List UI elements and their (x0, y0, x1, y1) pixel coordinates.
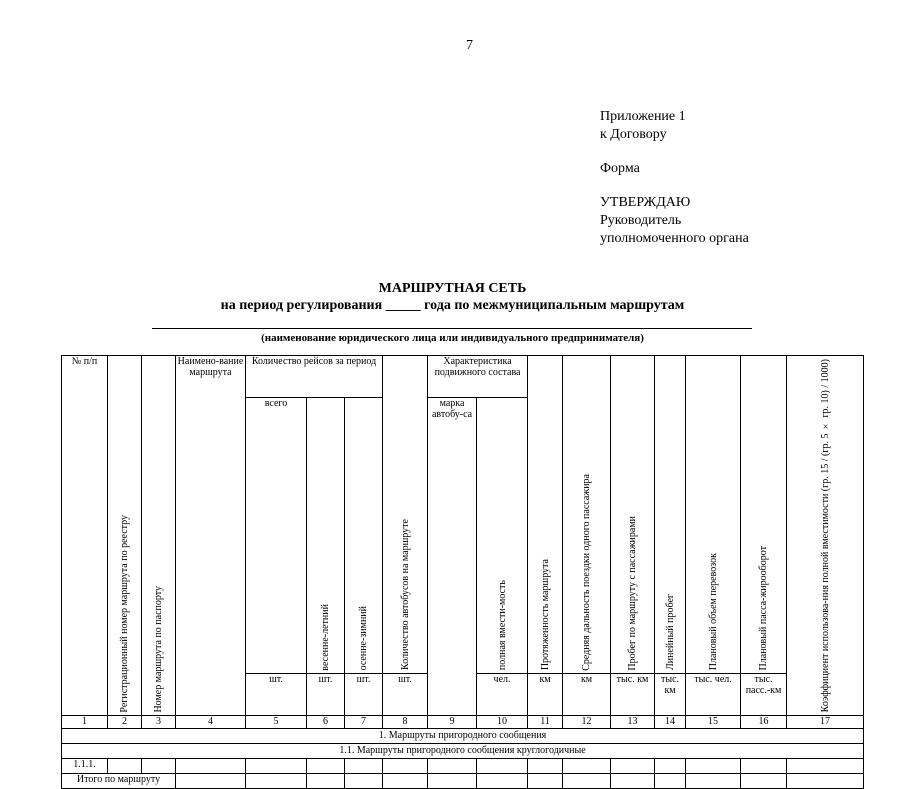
col-number: 2 (108, 716, 142, 729)
empty-cell (563, 774, 611, 789)
organ-label: уполномоченного органа (600, 231, 749, 246)
empty-cell (611, 774, 655, 789)
unit-13: тыс. км (611, 674, 655, 716)
empty-cell (477, 774, 528, 789)
header-total: всего (246, 398, 307, 674)
col-number: 5 (246, 716, 307, 729)
col-number: 16 (741, 716, 787, 729)
document-title: МАРШРУТНАЯ СЕТЬ (378, 281, 527, 296)
header-length: Протяженность маршрута (528, 356, 563, 674)
col-number: 13 (611, 716, 655, 729)
header-linear-run: Линейный пробег (655, 356, 686, 674)
contract-line: к Договору (600, 127, 667, 142)
col-number: 17 (787, 716, 864, 729)
empty-cell (383, 759, 428, 774)
empty-cell (563, 759, 611, 774)
empty-cell (246, 774, 307, 789)
total-label: Итого по маршруту (62, 774, 176, 789)
empty-cell (345, 774, 383, 789)
unit-16: тыс. пасс.-км (741, 674, 787, 716)
empty-cell (686, 774, 741, 789)
col-number: 14 (655, 716, 686, 729)
page-number: 7 (466, 38, 473, 53)
empty-cell (246, 759, 307, 774)
empty-cell (787, 759, 864, 774)
col-number: 7 (345, 716, 383, 729)
header-rolling-stock: Характеристика подвижного состава (428, 356, 528, 398)
header-trips: Количество рейсов за период (246, 356, 383, 398)
unit-15: тыс. чел. (686, 674, 741, 716)
col-number: 12 (563, 716, 611, 729)
header-reg-number: Регистрационный номер маршрута по реестру (108, 356, 142, 716)
empty-cell (655, 759, 686, 774)
header-route-number: Номер маршрута по паспорту (142, 356, 176, 716)
empty-cell (655, 774, 686, 789)
row-id-cell: 1.1.1. (62, 759, 108, 774)
header-coefficient: Коэффициент использова-ния полной вместимости (гр. 15 / (гр. 5 × гр. 10) / 1000) (787, 356, 864, 716)
empty-cell (428, 774, 477, 789)
org-name-line (152, 328, 752, 329)
section-suburban-yearround: 1.1. Маршруты пригородного сообщения круглогодичные (62, 744, 864, 759)
unit-11: км (528, 674, 563, 716)
header-autumn-winter: осенне-зимний (345, 398, 383, 674)
empty-cell (787, 774, 864, 789)
head-label: Руководитель (600, 213, 682, 228)
approval-block (600, 108, 749, 248)
empty-cell (176, 774, 246, 789)
unit-8: шт. (383, 674, 428, 716)
header-avg-distance: Средняя дальность поездки одного пассажира (563, 356, 611, 674)
empty-cell (477, 759, 528, 774)
section-suburban: 1. Маршруты пригородного сообщения (62, 729, 864, 744)
unit-14: тыс. км (655, 674, 686, 716)
empty-cell (383, 774, 428, 789)
col-number: 15 (686, 716, 741, 729)
empty-cell (307, 774, 345, 789)
col-number: 8 (383, 716, 428, 729)
org-name-caption: (наименование юридического лица или индивидуального предпринимателя) (261, 332, 644, 344)
col-number: 10 (477, 716, 528, 729)
unit-7: шт. (345, 674, 383, 716)
empty-cell (176, 759, 246, 774)
col-number: 1 (62, 716, 108, 729)
header-run-with-pax: Пробег по маршруту с пассажирами (611, 356, 655, 674)
header-np: № п/п (62, 356, 108, 716)
header-turnover: Плановый пасса-жирооборот (741, 356, 787, 674)
header-volume: Плановый объем перевозок (686, 356, 741, 674)
unit-6: шт. (307, 674, 345, 716)
appendix-line: Приложение 1 (600, 109, 686, 124)
empty-cell (345, 759, 383, 774)
empty-cell (108, 759, 142, 774)
column-number-row (62, 716, 864, 729)
header-bus-brand: марка автобу-са (428, 398, 477, 716)
header-buses: Количество автобусов на маршруте (383, 356, 428, 674)
empty-cell (686, 759, 741, 774)
empty-cell (428, 759, 477, 774)
approve-label: УТВЕРЖДАЮ (600, 195, 691, 210)
col-number: 9 (428, 716, 477, 729)
header-route-name: Наимено-вание маршрута (176, 356, 246, 716)
empty-cell (741, 759, 787, 774)
document-subtitle: на период регулирования _____ года по межмуниципальным маршрутам (220, 298, 685, 313)
route-network-table (61, 355, 864, 789)
header-spring-summer: весенне-летний (307, 398, 345, 674)
unit-12: км (563, 674, 611, 716)
col-number: 11 (528, 716, 563, 729)
col-number: 4 (176, 716, 246, 729)
unit-5: шт. (246, 674, 307, 716)
empty-cell (528, 774, 563, 789)
col-number: 3 (142, 716, 176, 729)
empty-cell (142, 759, 176, 774)
header-capacity: полная вмести-мость (477, 398, 528, 674)
col-number: 6 (307, 716, 345, 729)
form-label: Форма (600, 161, 640, 176)
empty-cell (528, 759, 563, 774)
empty-cell (611, 759, 655, 774)
table-row (62, 759, 864, 774)
unit-10: чел. (477, 674, 528, 716)
empty-cell (741, 774, 787, 789)
empty-cell (307, 759, 345, 774)
total-row (62, 774, 864, 789)
